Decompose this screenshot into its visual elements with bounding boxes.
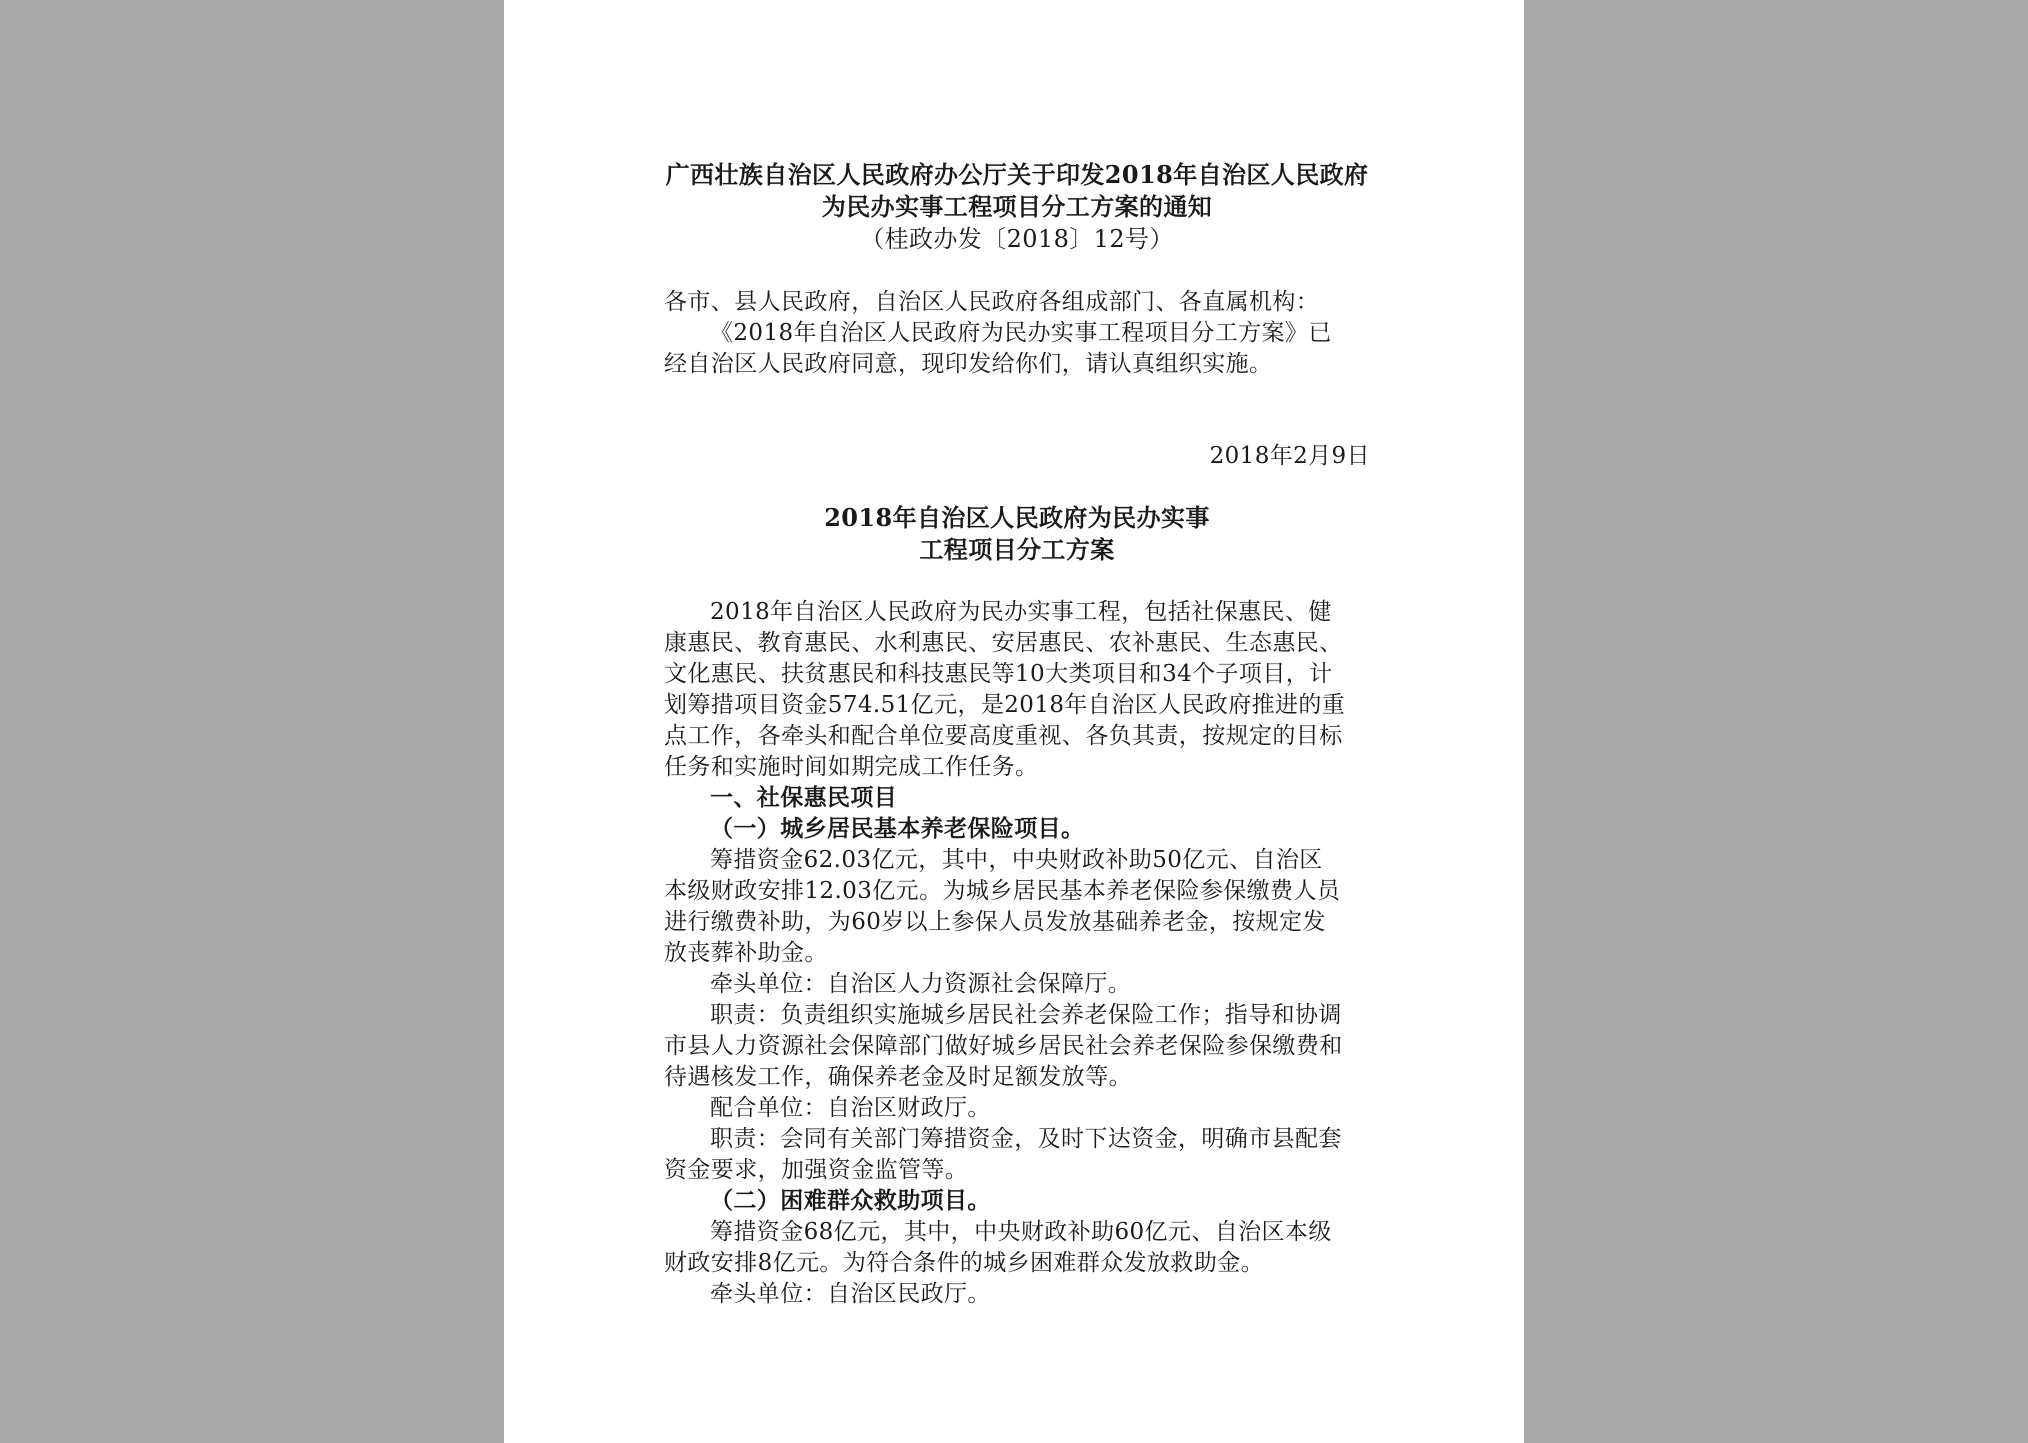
plan-title-line-1: 2018年自治区人民政府为民办实事 [824,503,1210,532]
notice-document-number: （桂政办发〔2018〕12号） [860,225,1174,253]
item1-lead-duty-line-1: 职责：负责组织实施城乡居民社会养老保险工作；指导和协调 [710,1002,1342,1028]
item1-funding-line-4: 放丧葬补助金。 [664,940,828,966]
item1-coop-duty-line-1: 职责：会同有关部门筹措资金，及时下达资金，明确市县配套 [710,1126,1342,1152]
plan-intro-line-6: 任务和实施时间如期完成工作任务。 [664,754,1039,780]
item2-lead-unit: 牵头单位：自治区民政厅。 [710,1281,991,1307]
plan-intro-line-5: 点工作，各牵头和配合单位要高度重视、各负其责，按规定的目标 [664,723,1343,749]
item2-funding-line-1: 筹措资金68亿元，其中，中央财政补助60亿元、自治区本级 [710,1219,1332,1245]
plan-intro-line-4: 划筹措项目资金574.51亿元，是2018年自治区人民政府推进的重 [664,692,1346,718]
item1-funding-line-3: 进行缴费补助，为60岁以上参保人员发放基础养老金，按规定发 [664,909,1326,935]
item1-coop-duty-line-2: 资金要求，加强资金监管等。 [664,1157,969,1183]
item1-lead-duty-line-2: 市县人力资源社会保障部门做好城乡居民社会养老保险参保缴费和 [664,1033,1343,1059]
item1-heading: （一）城乡居民基本养老保险项目。 [710,815,1085,842]
item2-funding-line-2: 财政安排8亿元。为符合条件的城乡困难群众发放救助金。 [664,1250,1265,1276]
item1-funding-line-2: 本级财政安排12.03亿元。为城乡居民基本养老保险参保缴费人员 [664,878,1341,904]
plan-title-line-2: 工程项目分工方案 [919,535,1115,564]
notice-body-line-2: 经自治区人民政府同意，现印发给你们，请认真组织实施。 [664,351,1273,377]
plan-intro-line-1: 2018年自治区人民政府为民办实事工程，包括社保惠民、健 [710,599,1332,625]
item1-coop-unit: 配合单位：自治区财政厅。 [710,1095,991,1121]
notice-title-line-2: 为民办实事工程项目分工方案的通知 [821,192,1213,221]
plan-intro-line-3: 文化惠民、扶贫惠民和科技惠民等10大类项目和34个子项目，计 [664,661,1333,687]
item1-lead-duty-line-3: 待遇核发工作，确保养老金及时足额发放等。 [664,1064,1132,1090]
notice-title-line-1: 广西壮族自治区人民政府办公厅关于印发2018年自治区人民政府 [665,160,1369,189]
notice-date: 2018年2月9日 [1209,443,1370,469]
document-page [504,0,1524,1443]
plan-intro-line-2: 康惠民、教育惠民、水利惠民、安居惠民、农补惠民、生态惠民、 [664,630,1343,656]
item2-heading: （二）困难群众救助项目。 [710,1187,991,1214]
item1-funding-line-1: 筹措资金62.03亿元，其中，中央财政补助50亿元、自治区 [710,847,1323,873]
item1-lead-unit: 牵头单位：自治区人力资源社会保障厅。 [710,971,1132,997]
notice-body-line-1: 《2018年自治区人民政府为民办实事工程项目分工方案》已 [710,320,1332,346]
notice-salutation: 各市、县人民政府，自治区人民政府各组成部门、各直属机构： [664,289,1320,315]
section1-heading: 一、社保惠民项目 [710,784,898,811]
